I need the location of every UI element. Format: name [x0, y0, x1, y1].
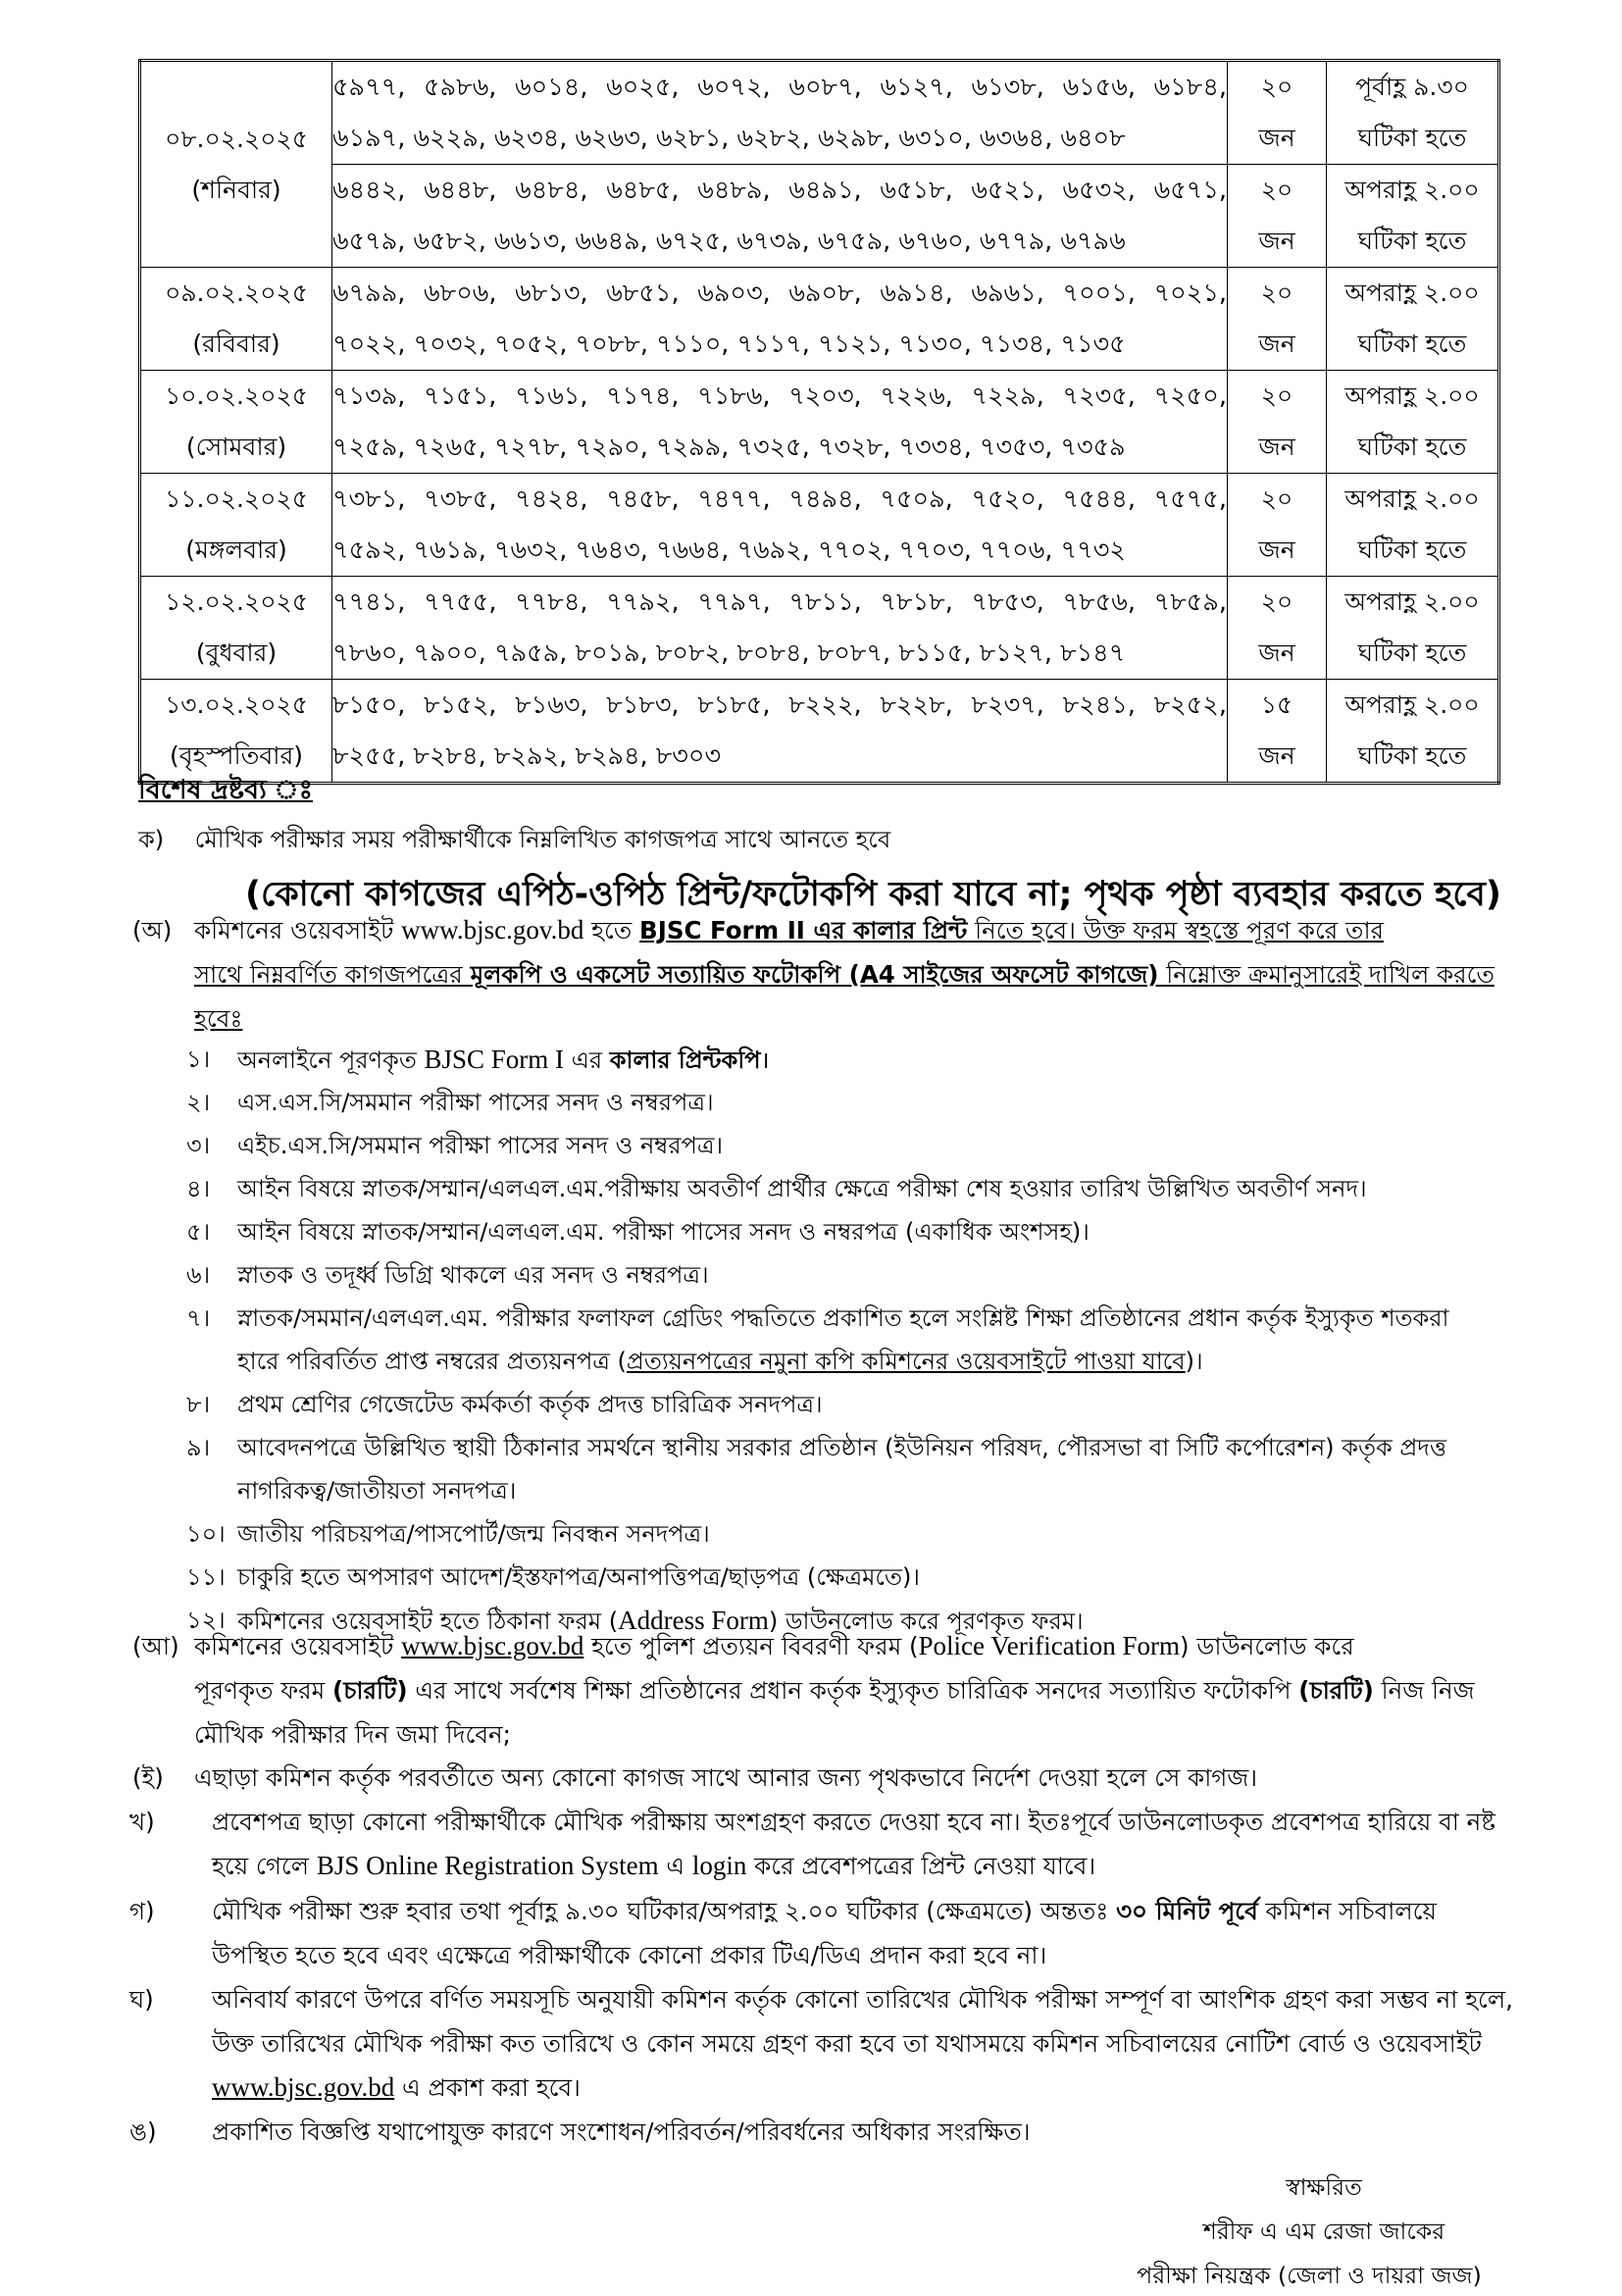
document-list-number: ১২। — [186, 1607, 226, 1634]
document-list-text — [237, 1297, 1500, 1383]
document-list-number: ৯। — [186, 1434, 211, 1461]
roll-numbers-cell — [332, 268, 1228, 371]
schedule-row — [140, 474, 1499, 577]
note-a-l1-rest: নিতে হবে। উক্ত ফরম স্বহস্তে পূরণ করে তার — [967, 916, 1385, 944]
schedule-date-cell — [140, 61, 332, 268]
bjsc-website-link[interactable]: www.bjsc.gov.bd — [401, 1631, 584, 1660]
schedule-row — [140, 268, 1499, 371]
document-list-number: ১০। — [186, 1520, 226, 1548]
english-term: Address Form — [618, 1606, 769, 1635]
note-a-marker: (অ) — [132, 916, 173, 944]
note-aa-l2-pre: পূরণকৃত ফরম — [194, 1676, 333, 1705]
candidate-count: ১৫ — [1260, 690, 1293, 719]
reporting-time: অপরাহ্ণ ২.০০ — [1344, 587, 1480, 616]
document-list-fragment: এইচ.এস.সি/সমমান পরীক্ষা পাসের সনদ ও নম্বরপত্র। — [237, 1132, 724, 1159]
roll-numbers-cell — [332, 577, 1228, 680]
document-list-text — [237, 1167, 1500, 1210]
document-list-item — [186, 1556, 1500, 1599]
police-verification-form-text: Police Verification Form — [918, 1631, 1180, 1660]
document-list-item — [186, 1253, 1500, 1297]
candidate-count: ২০ — [1260, 587, 1293, 616]
document-list-text — [237, 1512, 1500, 1556]
reporting-time-cell — [1327, 474, 1499, 577]
candidate-count: ২০ — [1260, 382, 1293, 410]
candidate-count-cell — [1228, 577, 1327, 680]
reporting-time: অপরাহ্ণ ২.০০ — [1344, 485, 1480, 513]
note-uma-text: প্রকাশিত বিজ্ঞপ্তি যথাপোযুক্ত কারণে সংশোধন/পরিবর্তন/পরিবর্ধনের অধিকার সংরক্ষিত। — [212, 2117, 1031, 2146]
note-ga-l1-post: কমিশন সচিবালয়ে — [1257, 1897, 1437, 1925]
document-list-fragment: )। — [1185, 1348, 1203, 1375]
reporting-time-cell — [1327, 680, 1499, 784]
reporting-time-cell — [1327, 577, 1499, 680]
schedule-date: ১২.০২.২০২৫ — [165, 587, 308, 616]
document-list-number: ৮। — [186, 1391, 211, 1418]
document-list-fragment: আইন বিষয়ে স্নাতক/সম্মান/এলএল.এম.পরীক্ষায় অবতীর্ণ প্রার্থীর ক্ষেত্রে পরীক্ষা শেষ হওয়ার তারিখ উল্লিখিত অবতীর্ণ সনদ। — [237, 1175, 1367, 1202]
document-list-fragment: চাকুরি হতে অপসারণ আদেশ/ইস্তফাপত্র/অনাপত্তিপত্র/ছাড়পত্র (ক্ষেত্রমতে)। — [237, 1563, 921, 1591]
document-list-item — [186, 1383, 1500, 1426]
document-list-text — [237, 1210, 1500, 1253]
signed-label: স্বাক্ষরিত — [1286, 2173, 1362, 2201]
note-aa-l3: মৌখিক পরীক্ষার দিন জমা দিবেন; — [194, 1720, 511, 1749]
document-list-fragment: কমিশনের ওয়েবসাইট হতে ঠিকানা ফরম ( — [237, 1607, 619, 1635]
candidate-unit: জন — [1258, 227, 1295, 255]
note-gha-l1: অনিবার্য কারণে উপরে বর্ণিত সময়সূচি অনুযায়ী কমিশন কর্তৃক কোনো তারিখের মৌখিক পরীক্ষা সম্পূর্ণ বা আংশিক গ্রহণ করা সম্ভব না হলে, — [212, 1985, 1513, 2014]
schedule-day: (মঙ্গলবার) — [185, 536, 287, 564]
note-ka-marker: ক) — [138, 826, 165, 853]
document-list-item — [186, 1426, 1500, 1512]
document-list-number: ৪। — [186, 1175, 211, 1202]
roll-numbers-line: ৭০২২, ৭০৩২, ৭০৫২, ৭০৮৮, ৭১১০, ৭১১৭, ৭১২১, ৭১৩০, ৭১৩৪, ৭১৩৫ — [332, 330, 1126, 359]
schedule-day: (শনিবার) — [191, 175, 281, 204]
candidate-count-cell — [1228, 165, 1327, 268]
schedule-date-cell — [140, 371, 332, 474]
roll-numbers-line: ৬১৯৭, ৬২২৯, ৬২৩৪, ৬২৬৩, ৬২৮১, ৬২৮২, ৬২৯৮, ৬৩১০, ৬৩৬৪, ৬৪০৮ — [332, 124, 1126, 153]
thirty-minutes-before-text: ৩০ মিনিট পূর্বে — [1116, 1897, 1258, 1925]
reporting-time-suffix: ঘটিকা হতে — [1357, 433, 1467, 461]
roll-numbers-line: ৭২৫৯, ৭২৬৫, ৭২৭৮, ৭২৯০, ৭২৯৯, ৭৩২৫, ৭৩২৮, ৭৩৩৪, ৭৩৫৩, ৭৩৫৯ — [332, 433, 1126, 462]
candidate-count: ২০ — [1260, 176, 1293, 204]
schedule-date-cell — [140, 680, 332, 784]
note-aa-l2-mid: এর সাথে সর্বশেষ শিক্ষা প্রতিষ্ঠানের প্রধান কর্তৃক ইস্যুকৃত চারিত্রিক সনদের সত্যায়িত ফটোকপি — [407, 1676, 1299, 1705]
note-kha-marker: খ) — [129, 1808, 155, 1836]
note-a-l1-mid: হতে — [583, 916, 640, 944]
document-list-number: ৬। — [186, 1261, 211, 1289]
roll-numbers-line: ৬৫৭৯, ৬৫৮২, ৬৬১৩, ৬৬৪৯, ৬৭২৫, ৬৭৩৯, ৬৭৫৯, ৬৭৬০, ৬৭৭৯, ৬৭৯৬ — [332, 227, 1126, 256]
roll-numbers-cell — [332, 165, 1228, 268]
candidate-unit: জন — [1258, 536, 1295, 564]
note-ga-l1-pre: মৌখিক পরীক্ষা শুরু হবার তথা পূর্বাহ্ণ ৯.৩০ ঘটিকার/অপরাহ্ণ ২.০০ ঘটিকার (ক্ষেত্রমতে) অন্ততঃ — [212, 1897, 1117, 1925]
roll-numbers-line: ৭৫৯২, ৭৬১৯, ৭৬৩২, ৭৬৪৩, ৭৬৬৪, ৭৬৯২, ৭৭০২, ৭৭০৩, ৭৭০৬, ৭৭৩২ — [332, 536, 1126, 565]
document-list-item — [186, 1081, 1500, 1124]
document-list-fragment: জাতীয় পরিচয়পত্র/পাসপোর্ট/জন্ম নিবন্ধন সনদপত্র। — [237, 1520, 710, 1548]
reporting-time: পূর্বাহ্ণ ৯.৩০ — [1355, 73, 1469, 101]
viva-schedule-table — [138, 59, 1500, 785]
note-gha-marker: ঘ) — [129, 1985, 154, 2014]
document-list-number: ১১। — [186, 1563, 226, 1591]
note-gha-l3-post: এ প্রকাশ করা হবে। — [394, 2073, 581, 2102]
note-e — [132, 1756, 1498, 1800]
roll-numbers-line: ৭১৩৯, ৭১৫১, ৭১৬১, ৭১৭৪, ৭১৮৬, ৭২০৩, ৭২২৬, ৭২২৯, ৭২৩৫, ৭২৫০, — [332, 382, 1227, 411]
document-list-fragment: হারে পরিবর্তিত প্রাপ্ত নম্বরের প্রত্যয়নপত্র ( — [237, 1348, 627, 1375]
note-a-l2-bold: মূলকপি ও একসেট সত্যায়িত ফটোকপি (A4 সাইজের অফসেট কাগজে) — [470, 960, 1159, 989]
note-kha-l2-mid: এ — [658, 1852, 692, 1880]
document-list-fragment: স্নাতক/সমমান/এলএল.এম. পরীক্ষার ফলাফল গ্রেডিং পদ্ধতিতে প্রকাশিত হলে সংশ্লিষ্ট শিক্ষা প্রতিষ্ঠানের প্রধান কর্তৃক ইস্যুকৃত শতকরা — [237, 1304, 1449, 1332]
document-list-text — [237, 1426, 1500, 1512]
note-a-l1-pre: কমিশনের ওয়েবসাইট — [194, 916, 402, 944]
note-a-l2-pre: সাথে নিম্নবর্ণিত কাগজপত্রের — [194, 960, 471, 989]
schedule-day: (বৃহস্পতিবার) — [169, 741, 304, 770]
schedule-date: ০৮.০২.২০২৫ — [165, 124, 308, 153]
english-term: BJSC Form I — [424, 1045, 565, 1074]
roll-numbers-cell — [332, 680, 1228, 784]
schedule-row — [140, 165, 1499, 268]
reporting-time: অপরাহ্ণ ২.০০ — [1344, 382, 1480, 410]
reporting-time: অপরাহ্ণ ২.০০ — [1344, 690, 1480, 719]
login-text: login — [691, 1851, 747, 1880]
document-list-item — [186, 1512, 1500, 1556]
candidate-unit: জন — [1258, 741, 1295, 770]
schedule-row — [140, 577, 1499, 680]
candidate-count-cell — [1228, 474, 1327, 577]
note-ka — [138, 822, 890, 861]
document-list-item — [186, 1124, 1500, 1167]
note-kha-l1: প্রবেশপত্র ছাড়া কোনো পরীক্ষার্থীকে মৌখিক পরীক্ষায় অংশগ্রহণ করতে দেওয়া হবে না। ইতঃপূর্বে ডাউনলোডকৃত প্রবেশপত্র হারিয়ে বা নষ্ট — [212, 1808, 1495, 1836]
document-list-fragment: নাগরিকত্ব/জাতীয়তা সনদপত্র। — [237, 1477, 517, 1505]
note-ga-l2: উপস্থিত হতে হবে এবং এক্ষেত্রে পরীক্ষার্থীকে কোনো প্রকার টিএ/ডিএ প্রদান করা হবে না। — [212, 1941, 1047, 1969]
document-list-item — [186, 1210, 1500, 1253]
note-gha — [129, 1977, 1513, 2110]
document-list-item — [186, 1167, 1500, 1210]
schedule-date-cell — [140, 577, 332, 680]
signatory-designation: পরীক্ষা নিয়ন্ত্রক (জেলা ও দায়রা জজ) — [1137, 2262, 1482, 2289]
document-list-text — [237, 1081, 1500, 1124]
roll-numbers-cell — [332, 61, 1228, 165]
note-uma — [129, 2110, 1498, 2154]
schedule-date: ১০.০২.২০২৫ — [165, 382, 308, 410]
roll-numbers-line: ৬৭৯৯, ৬৮০৬, ৬৮১৩, ৬৮৫১, ৬৯০৩, ৬৯০৮, ৬৯১৪, ৬৯৬১, ৭০০১, ৭০২১, — [332, 279, 1227, 308]
document-list-text — [237, 1038, 1500, 1082]
document-list-fragment: অনলাইনে পূরণকৃত — [237, 1046, 425, 1074]
document-list-item — [186, 1297, 1500, 1383]
note-kha-l2-post: করে প্রবেশপত্রের প্রিন্ট নেওয়া যাবে। — [746, 1852, 1096, 1880]
roll-numbers-line: ৭৮৬০, ৭৯০০, ৭৯৫৯, ৮০১৯, ৮০৮২, ৮০৮৪, ৮০৮৭, ৮১১৫, ৮১২৭, ৮১৪৭ — [332, 638, 1126, 668]
roll-numbers-line: ৭৩৮১, ৭৩৮৫, ৭৪২৪, ৭৪৫৮, ৭৪৭৭, ৭৪৯৪, ৭৫০৯, ৭৫২০, ৭৫৪৪, ৭৫৭৫, — [332, 485, 1227, 514]
note-aa-l2-post: নিজ নিজ — [1373, 1676, 1475, 1705]
reporting-time-suffix: ঘটিকা হতে — [1357, 124, 1467, 152]
note-e-text: এছাড়া কমিশন কর্তৃক পরবর্তীতে অন্য কোনো কাগজ সাথে আনার জন্য পৃথকভাবে নির্দেশ দেওয়া হলে সে কাগজ। — [194, 1763, 1258, 1792]
document-list-item — [186, 1038, 1500, 1082]
candidate-unit: জন — [1258, 124, 1295, 152]
note-gha-l2: উক্ত তারিখের মৌখিক পরীক্ষা কত তারিখে ও কোন সময়ে গ্রহণ করা হবে তা যথাসময়ে কমিশন সচিবালয়ের নোটিশ বোর্ড ও ওয়েবসাইট — [212, 2029, 1482, 2058]
document-list-text — [237, 1556, 1500, 1599]
reporting-time-suffix: ঘটিকা হতে — [1357, 227, 1467, 255]
document-list-number: ৫। — [186, 1218, 211, 1246]
note-a — [132, 908, 1498, 1041]
bjsc-website-text: www.bjsc.gov.bd — [401, 915, 584, 944]
candidate-count-cell — [1228, 371, 1327, 474]
schedule-day: (বুধবার) — [195, 638, 278, 667]
candidate-count: ২০ — [1260, 279, 1293, 307]
document-list-number: ২। — [186, 1089, 211, 1116]
roll-numbers-cell — [332, 371, 1228, 474]
emphasis-text: কালার প্রিন্টকপি — [609, 1046, 761, 1074]
document-list-number: ৩। — [186, 1132, 211, 1159]
schedule-date-cell — [140, 474, 332, 577]
document-list-fragment: এস.এস.সি/সমমান পরীক্ষা পাসের সনদ ও নম্বরপত্র। — [237, 1089, 714, 1116]
reporting-time-cell — [1327, 61, 1499, 165]
schedule-date: ০৯.০২.২০২৫ — [165, 279, 308, 307]
roll-numbers-line: ৮২৫৫, ৮২৮৪, ৮২৯২, ৮২৯৪, ৮৩০৩ — [332, 741, 722, 771]
document-list-fragment: ) ডাউনলোড করে পূরণকৃত ফরম। — [768, 1607, 1084, 1635]
candidate-count: ২০ — [1260, 73, 1293, 101]
note-a-l2-rest: নিম্নোক্ত ক্রমানুসারেই দাখিল করতে — [1158, 960, 1495, 989]
schedule-day: (রবিবার) — [192, 330, 280, 358]
schedule-row — [140, 371, 1499, 474]
note-aa-l1-post: ) ডাউনলোড করে — [1180, 1632, 1354, 1660]
schedule-date: ১১.০২.২০২৫ — [165, 485, 308, 513]
document-list-fragment: । — [760, 1046, 770, 1074]
note-kha — [129, 1800, 1498, 1888]
document-list-fragment: প্রথম শ্রেণির গেজেটেড কর্মকর্তা কর্তৃক প্রদত্ত চারিত্রিক সনদপত্র। — [237, 1391, 823, 1418]
document-list-text — [237, 1124, 1500, 1167]
signatory-name: শরীফ এ এম রেজা জাকের — [1202, 2218, 1445, 2245]
reporting-time-suffix: ঘটিকা হতে — [1357, 638, 1467, 667]
print-caution: (কোনো কাগজের এপিঠ-ওপিঠ প্রিন্ট/ফটোকপি করা যাবে না; পৃথক পৃষ্ঠা ব্যবহার করতে হবে) — [245, 875, 1501, 914]
note-aa-l1-mid: হতে পুলিশ প্রত্যয়ন বিবরণী ফরম ( — [583, 1632, 919, 1660]
reporting-time-suffix: ঘটিকা হতে — [1357, 330, 1467, 358]
reporting-time: অপরাহ্ণ ২.০০ — [1344, 176, 1480, 204]
note-aa-marker: (আ) — [132, 1632, 179, 1660]
note-aa-l1-pre: কমিশনের ওয়েবসাইট — [194, 1632, 402, 1660]
special-note-heading: বিশেষ দ্রষ্টব্য ঃ — [138, 775, 314, 805]
sample-certificate-note: প্রত্যয়নপত্রের নমুনা কপি কমিশনের ওয়েবসাইটে পাওয়া যাবে — [626, 1348, 1186, 1375]
document-list-number: ৭। — [186, 1304, 211, 1332]
reporting-time: অপরাহ্ণ ২.০০ — [1344, 279, 1480, 307]
note-uma-marker: ঙ) — [129, 2117, 157, 2146]
document-list-text — [237, 1383, 1500, 1426]
roll-numbers-line: ৭৭৪১, ৭৭৫৫, ৭৭৮৪, ৭৭৯২, ৭৭৯৭, ৭৮১১, ৭৮১৮, ৭৮৫৩, ৭৮৫৬, ৭৮৫৯, — [332, 587, 1227, 617]
roll-numbers-line: ৮১৫০, ৮১৫২, ৮১৬৩, ৮১৮৩, ৮১৮৫, ৮২২২, ৮২২৮, ৮২৩৭, ৮২৪১, ৮২৫২, — [332, 690, 1227, 720]
note-ga — [129, 1889, 1498, 1977]
document-list-fragment: স্নাতক ও তদূর্ধ্ব ডিগ্রি থাকলে এর সনদ ও নম্বরপত্র। — [237, 1261, 709, 1289]
note-ga-marker: গ) — [129, 1897, 155, 1925]
reporting-time-cell — [1327, 371, 1499, 474]
schedule-row — [140, 61, 1499, 165]
note-kha-l2-pre: হয়ে গেলে — [212, 1852, 317, 1880]
bjsc-form-ii-text: BJSC Form II এর কালার প্রিন্ট — [639, 916, 968, 944]
candidate-count-cell — [1228, 680, 1327, 784]
candidate-unit: জন — [1258, 433, 1295, 461]
document-list-fragment: আবেদনপত্রে উল্লিখিত স্থায়ী ঠিকানার সমর্থনে স্থানীয় সরকার প্রতিষ্ঠান (ইউনিয়ন পরিষদ, পৌরসভা বা সিটি কর্পোরেশন) কর্তৃক প্রদত্ত — [237, 1434, 1447, 1461]
candidate-unit: জন — [1258, 638, 1295, 667]
document-list-text — [237, 1253, 1500, 1297]
bjs-registration-system-text: BJS Online Registration System — [316, 1851, 659, 1880]
candidate-count: ২০ — [1260, 485, 1293, 513]
note-e-marker: (ই) — [132, 1763, 164, 1792]
document-list-number: ১। — [186, 1046, 211, 1073]
reporting-time-cell — [1327, 268, 1499, 371]
schedule-day: (সোমবার) — [185, 433, 287, 461]
reporting-time-suffix: ঘটিকা হতে — [1357, 741, 1467, 770]
candidate-count-cell — [1228, 268, 1327, 371]
roll-numbers-line: ৫৯৭৭, ৫৯৮৬, ৬০১৪, ৬০২৫, ৬০৭২, ৬০৮৭, ৬১২৭, ৬১৩৮, ৬১৫৬, ৬১৮৪, — [332, 73, 1227, 102]
reporting-time-cell — [1327, 165, 1499, 268]
schedule-date-cell — [140, 268, 332, 371]
note-ka-text: মৌখিক পরীক্ষার সময় পরীক্ষার্থীকে নিম্নলিখিত কাগজপত্র সাথে আনতে হবে — [194, 826, 891, 853]
roll-numbers-line: ৬৪৪২, ৬৪৪৮, ৬৪৮৪, ৬৪৮৫, ৬৪৮৯, ৬৪৯১, ৬৫১৮, ৬৫২১, ৬৫৩২, ৬৫৭১, — [332, 176, 1227, 205]
candidate-unit: জন — [1258, 330, 1295, 358]
reporting-time-suffix: ঘটিকা হতে — [1357, 536, 1467, 564]
bjsc-website-link-2[interactable]: www.bjsc.gov.bd — [212, 2072, 395, 2102]
note-aa-count-2: (চারটি) — [1298, 1676, 1374, 1705]
note-aa — [132, 1624, 1498, 1757]
schedule-date: ১৩.০২.২০২৫ — [165, 690, 308, 719]
note-aa-count-1: (চারটি) — [332, 1676, 408, 1705]
schedule-row — [140, 680, 1499, 784]
document-list-fragment: এর — [564, 1046, 610, 1074]
document-list-fragment: আইন বিষয়ে স্নাতক/সম্মান/এলএল.এম. পরীক্ষা পাসের সনদ ও নম্বরপত্র (একাধিক অংশসহ)। — [237, 1218, 1090, 1246]
roll-numbers-cell — [332, 474, 1228, 577]
candidate-count-cell — [1228, 61, 1327, 165]
note-a-l3: হবেঃ — [194, 1004, 243, 1033]
